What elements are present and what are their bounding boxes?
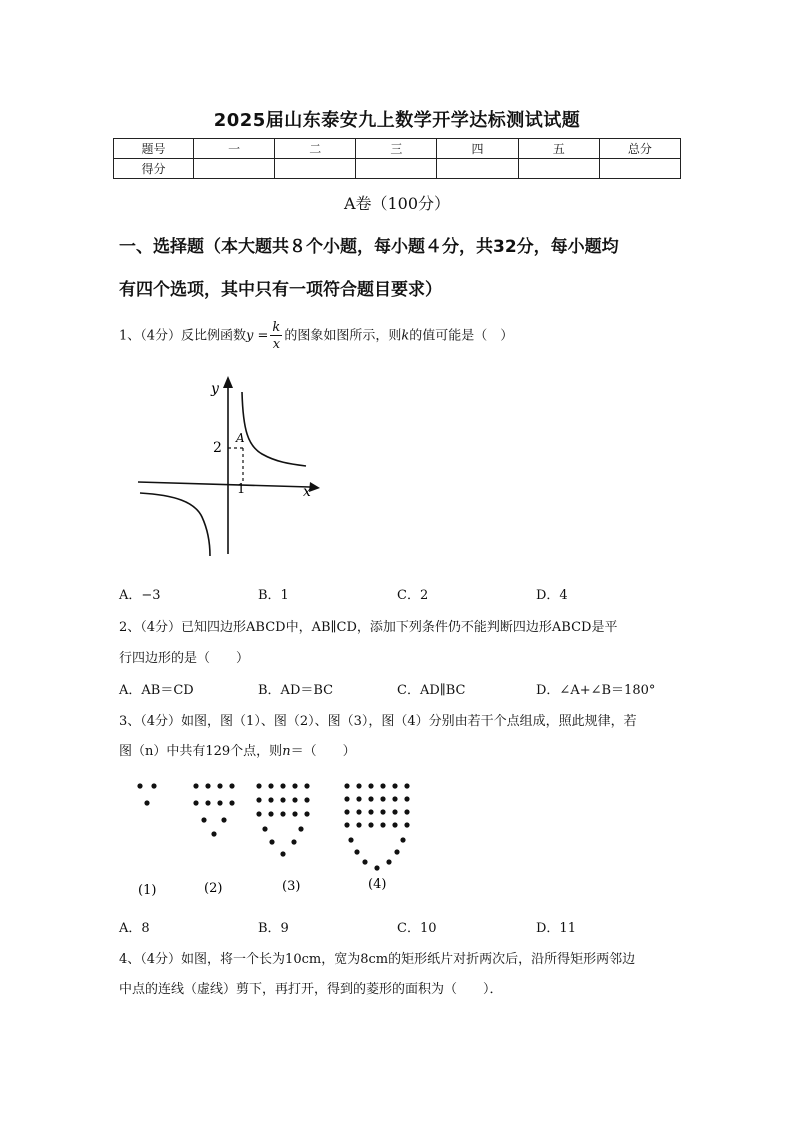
dot [404,796,409,801]
score-cell [437,159,518,179]
dot [280,783,285,788]
figure-label-2: (2) [204,881,223,896]
question-1-text [119,321,513,352]
section-heading-line2: 有四个选项，其中只有一项符合题目要求） [119,280,442,300]
q1-graph [130,372,330,562]
dot [144,800,149,805]
section-heading-line1: 一、选择题（本大题共８个小题，每小题４分，共32分，每小题均 [119,237,619,257]
header-cell: 五 [518,139,599,159]
dot [348,837,353,842]
graph-y-tick: 2 [213,440,222,456]
score-cell [599,159,680,179]
dot [211,831,216,836]
curve-branch-quadrant-3 [140,493,210,556]
score-table-score-row [114,159,681,179]
dot [380,809,385,814]
score-cell [356,159,437,179]
header-cell: 一 [194,139,275,159]
score-cell [275,159,356,179]
dot [392,783,397,788]
dot [269,839,274,844]
header-cell: 四 [437,139,518,159]
dot [217,783,222,788]
dot [262,826,267,831]
q2-option-d[interactable]: D．∠A+∠B＝180° [536,683,656,698]
question-2-line1: 2、（4分）已知四边形ABCD中，AB∥CD，添加下列条件仍不能判断四边形ABCD是平 [119,620,618,635]
dot [291,839,296,844]
q3-option-c[interactable]: C．10 [397,921,437,936]
dot [400,837,405,842]
header-cell: 总分 [599,139,680,159]
dot-figure-4 [344,783,409,870]
dot [280,851,285,856]
figure-label-4: (4) [368,877,387,892]
q1-mid: 的图象如图所示，则 [284,328,402,344]
score-cell [194,159,275,179]
q1-option-b[interactable]: B．1 [258,588,289,603]
dot [394,849,399,854]
q1-frac-den: x [272,337,281,352]
dot-figure-1 [137,783,156,805]
score-cell [518,159,599,179]
dot [304,783,309,788]
dot [217,800,222,805]
row-label-cell: 得分 [114,159,194,179]
dot [205,783,210,788]
exam-title: 2025届山东泰安九上数学开学达标测试试题 [213,110,581,131]
figure-label-1: (1) [138,883,157,898]
dot [344,822,349,827]
dot [356,809,361,814]
q1-option-d[interactable]: D．4 [536,588,568,603]
figure-label-3: (3) [282,879,301,894]
dot [368,796,373,801]
q2-option-b[interactable]: B．AD＝BC [258,683,334,698]
q3-option-a[interactable]: A．8 [119,921,150,936]
question-2-line2: 行四边形的是（ ） [119,651,250,666]
q1-prefix: 1、（4分）反比例函数 [119,328,247,344]
dot [380,783,385,788]
dot [356,783,361,788]
dot [256,783,261,788]
dot [292,797,297,802]
q3-line2-a: 图（n）中共有129个点，则 [119,744,283,759]
graph-point-label: A [236,431,245,445]
q3-var: n [282,744,291,759]
score-table [113,138,681,179]
header-cell: 题号 [114,139,194,159]
q1-func-lhs: y = [246,328,269,344]
dot [256,797,261,802]
question-4-line1: 4、（4分）如图，将一个长为10cm，宽为8cm的矩形纸片对折两次后，沿所得矩形两邻边 [119,952,636,967]
dot [380,822,385,827]
dot [344,783,349,788]
dot [354,849,359,854]
dot [344,796,349,801]
dot [229,783,234,788]
dot [304,797,309,802]
dot [298,826,303,831]
dot [137,783,142,788]
q3-line2-b: ＝（ ） [290,744,356,759]
dot [221,817,226,822]
question-3-line1: 3、（4分）如图，图（1）、图（2）、图（3），图（4）分别由若干个点组成，照此规律，若 [119,714,637,729]
q1-frac-num: k [272,320,281,335]
dot [380,796,385,801]
dot [356,796,361,801]
q3-option-b[interactable]: B．9 [258,921,289,936]
header-cell: 二 [275,139,356,159]
dot [292,811,297,816]
dot [304,811,309,816]
y-axis-arrow-icon [223,376,233,388]
dot [201,817,206,822]
q1-fraction [270,321,282,351]
q3-option-d[interactable]: D．11 [536,921,576,936]
dot [205,800,210,805]
question-3-line2 [119,740,356,759]
score-table-header-row [114,139,681,159]
q2-option-c[interactable]: C．AD∥BC [397,683,466,698]
x-axis [138,482,310,487]
dot [292,783,297,788]
dot [392,796,397,801]
graph-x-tick: 1 [237,482,246,497]
dot [268,811,273,816]
graph-x-label: x [303,484,311,500]
q2-option-a[interactable]: A．AB＝CD [119,683,194,698]
q1-option-a[interactable]: A．−3 [119,588,161,603]
dot [368,822,373,827]
juan-title: A卷（100分） [343,194,451,213]
header-cell: 三 [356,139,437,159]
dot [193,783,198,788]
dot [344,809,349,814]
dot [404,783,409,788]
graph-y-label: y [211,381,219,397]
q3-dot-figures [128,772,428,902]
dot [356,822,361,827]
dot [386,859,391,864]
dot [280,797,285,802]
dot [392,809,397,814]
q1-suffix: 的值可能是（ ） [409,328,514,344]
dot [392,822,397,827]
q1-var: k [401,328,410,344]
dot [280,811,285,816]
dot-figure-3 [256,783,309,856]
q1-option-c[interactable]: C．2 [397,588,429,603]
dot [256,811,261,816]
dot [151,783,156,788]
dot [229,800,234,805]
question-4-line2: 中点的连线（虚线）剪下，再打开，得到的菱形的面积为（ ）． [119,982,503,997]
dot [268,797,273,802]
dot [368,783,373,788]
dot [374,865,379,870]
dot-figure-2 [193,783,234,836]
dot [362,859,367,864]
dot [268,783,273,788]
dot [193,800,198,805]
dot [368,809,373,814]
dot [404,809,409,814]
dot [404,822,409,827]
curve-branch-quadrant-1 [242,392,306,466]
